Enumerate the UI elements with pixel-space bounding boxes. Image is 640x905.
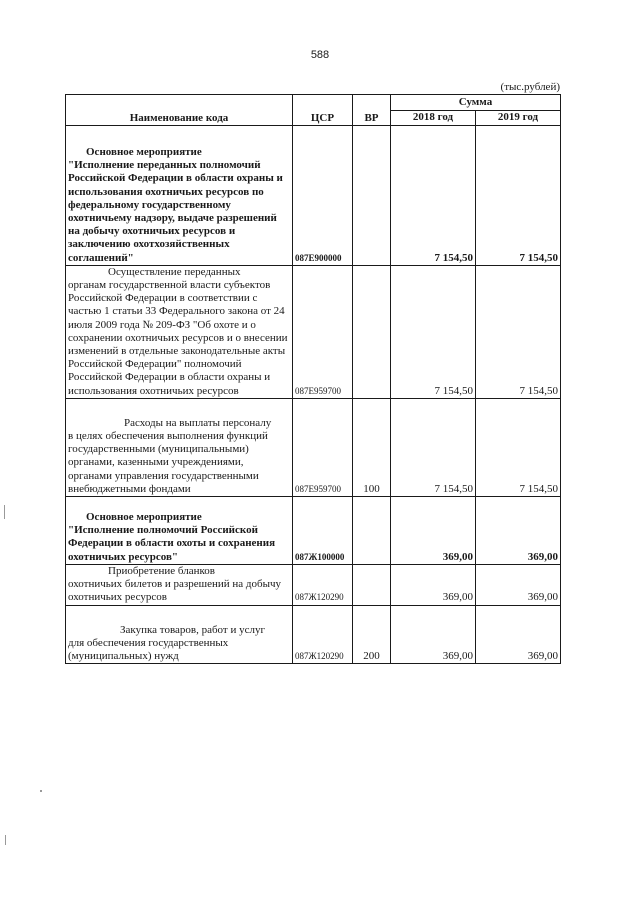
header-sum: Сумма <box>391 95 561 111</box>
units-label: (тыс.рублей) <box>500 81 560 93</box>
page-number: 588 <box>310 49 330 61</box>
row-name-first: Закупка товаров, работ и услуг <box>120 623 265 636</box>
row-amount-2019: 7 154,50 <box>476 265 561 398</box>
row-amount-2019: 7 154,50 <box>476 398 561 496</box>
row-name-first: Основное мероприятие <box>86 511 202 524</box>
row-name-first: Осуществление переданных <box>108 265 241 278</box>
row-name-cell <box>66 605 293 664</box>
row-amount-2019: 369,00 <box>476 564 561 605</box>
row-name-cell <box>66 564 293 605</box>
row-amount-2018: 369,00 <box>391 497 476 565</box>
header-year-2019: 2019 год <box>476 110 561 126</box>
header-year-2018: 2018 год <box>391 110 476 126</box>
row-csr: 087Ж100000 <box>293 497 353 565</box>
table-row <box>66 265 561 398</box>
scan-artifact <box>5 835 6 845</box>
table-row <box>66 398 561 496</box>
table-row <box>66 497 561 565</box>
row-vr <box>353 126 391 266</box>
row-csr: 087Е959700 <box>293 398 353 496</box>
row-csr: 087Ж120290 <box>293 564 353 605</box>
header-csr: ЦСР <box>293 95 353 126</box>
row-name-rest: "Исполнение полномочий Российской Федерации в области охоты и сохранения охотничьих ресурсов" <box>68 524 276 563</box>
scan-artifact <box>40 790 42 792</box>
row-amount-2018: 7 154,50 <box>391 126 476 266</box>
row-name-rest: для обеспечения государственных (муниципальных) нужд <box>68 636 229 662</box>
row-name-cell <box>66 265 293 398</box>
row-vr <box>353 497 391 565</box>
scan-artifact <box>4 505 5 519</box>
header-vr: ВР <box>353 95 391 126</box>
row-name-cell <box>66 126 293 266</box>
row-name-rest: в целях обеспечения выполнения функций государственными (муниципальными) органами, казенными учреждениями, органами управления государственными внебюджетными фондами <box>68 430 268 495</box>
budget-table <box>65 94 561 664</box>
row-amount-2018: 369,00 <box>391 605 476 664</box>
row-amount-2019: 369,00 <box>476 497 561 565</box>
row-csr: 087Е900000 <box>293 126 353 266</box>
header-name: Наименование кода <box>66 95 293 126</box>
row-name-first: Основное мероприятие <box>86 146 202 158</box>
row-vr: 100 <box>353 398 391 496</box>
row-name-first: Расходы на выплаты персоналу <box>124 416 272 429</box>
row-name-cell <box>66 398 293 496</box>
row-name-cell <box>66 497 293 565</box>
row-name-rest: "Исполнение переданных полномочий Российской Федерации в области охраны и использования охотничьих ресурсов по федеральному государственному охотничьему надзору, выдаче разрешений на добычу охотничьих ресурсов и заключению охотхозяйственных соглашений" <box>68 159 283 264</box>
row-amount-2018: 7 154,50 <box>391 265 476 398</box>
table-row <box>66 564 561 605</box>
row-vr <box>353 564 391 605</box>
row-amount-2019: 369,00 <box>476 605 561 664</box>
table-row <box>66 605 561 664</box>
row-name-rest: органам государственной власти субъектов Российской Федерации в соответствии с частью 1 статьи 33 Федерального закона от 24 июля 2009 года № 209-ФЗ "Об охоте и о сохранении охотничьих ресурсов и о внесении изменений в отдельные законодательные акты Российской Федерации" полномочий Российской Федерации в области охраны и использования охотничьих ресурсов <box>68 279 288 397</box>
row-csr: 087Ж120290 <box>293 605 353 664</box>
row-amount-2018: 369,00 <box>391 564 476 605</box>
row-vr <box>353 265 391 398</box>
row-name-rest: охотничьих билетов и разрешений на добычу охотничьих ресурсов <box>68 578 282 604</box>
row-vr: 200 <box>353 605 391 664</box>
row-csr: 087Е959700 <box>293 265 353 398</box>
row-name-first: Приобретение бланков <box>108 564 215 577</box>
table-row <box>66 126 561 266</box>
row-amount-2019: 7 154,50 <box>476 126 561 266</box>
row-amount-2018: 7 154,50 <box>391 398 476 496</box>
